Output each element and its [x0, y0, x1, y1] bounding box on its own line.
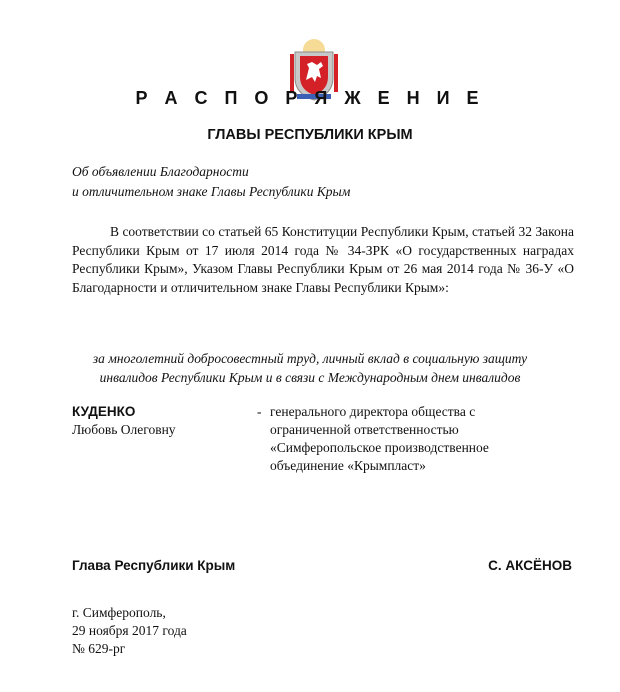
awardee-position: [270, 403, 489, 475]
position-line: «Симферопольское производственное: [270, 440, 489, 455]
reason-line: инвалидов Республики Крым и в связи с Международным днем инвалидов: [99, 369, 521, 385]
document-subject: [72, 162, 350, 202]
document-title: Р А С П О Р Я Ж Е Н И Е: [135, 88, 485, 108]
award-reason: [0, 350, 620, 387]
awardee-name: [72, 403, 176, 439]
footer-date: 29 ноября 2017 года: [72, 623, 187, 638]
position-line: объединение «Крымпласт»: [270, 458, 426, 473]
subject-line: и отличительном знаке Главы Республики Крым: [72, 184, 351, 199]
document-subtitle: ГЛАВЫ РЕСПУБЛИКИ КРЫМ: [207, 127, 413, 143]
footer-number: № 629-рг: [72, 641, 126, 656]
position-line: ограниченной ответственностью: [270, 422, 459, 437]
signatory-title: Глава Республики Крым: [72, 558, 236, 573]
awardee-surname: КУДЕНКО: [72, 404, 136, 419]
document-footer: [72, 604, 187, 658]
signatory-name: С. АКСЁНОВ: [488, 558, 572, 573]
awardee-dash: -: [257, 404, 262, 419]
footer-city: г. Симферополь,: [72, 605, 166, 620]
position-line: генерального директора общества с: [270, 404, 476, 419]
body-paragraph: В соответствии со статьей 65 Конституции Республики Крым, статьей 32 Закона Республики Крым от 17 июля 2014 года № 34-ЗРК «О государственных наградах Республики Крым», Указом Главы Республики Крым от 26 мая 2014 года № 36-У «О Благодарности и отличительном знаке Главы Республики Крым»:: [72, 224, 574, 295]
reason-line: за многолетний добросовестный труд, личный вклад в социальную защиту: [92, 351, 528, 366]
subject-line: Об объявлении Благодарности: [72, 164, 249, 179]
awardee-given-names: Любовь Олеговну: [72, 422, 176, 437]
